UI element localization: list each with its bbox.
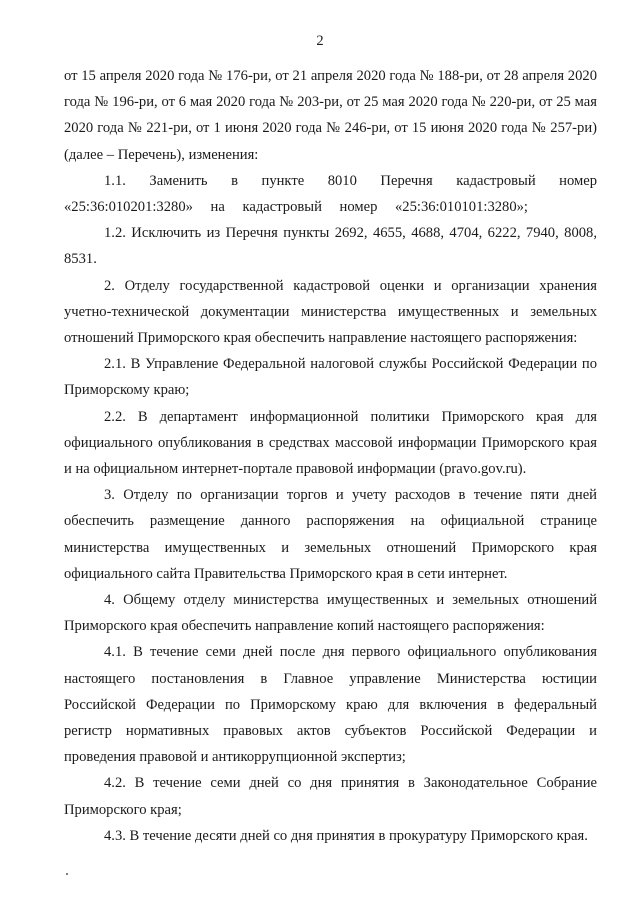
paragraph-4-2: 4.2. В течение семи дней со дня принятия в Законодательное Собрание Приморского края;	[64, 775, 597, 818]
paragraph-4: 4. Общему отделу министерства имущественных и земельных отношений Приморского края обеспечить направление копий настоящего распоряжения:	[64, 592, 597, 635]
document-body	[64, 63, 597, 849]
scan-artifact-dot	[66, 873, 68, 875]
paragraph-1-1: 1.1. Заменить в пункте 8010 Перечня кадастровый номер «25:36:010201:3280» на кадастровый номер «25:36:010101:3280»;	[64, 172, 597, 216]
paragraph-4-1: 4.1. В течение семи дней после дня первого официального опубликования настоящего постановления в Главное управление Министерства юстиции Российской Федерации по Приморскому краю для включения в федеральный регистр нормативных правовых актов субъектов Российской Федерации и проведения правовой и антикоррупционной экспертиз;	[64, 644, 597, 766]
paragraph-intro: от 15 апреля 2020 года № 176-ри, от 21 апреля 2020 года № 188-ри, от 28 апреля 2020 года № 196-ри, от 6 мая 2020 года № 203-ри, от 25 мая 2020 года № 220-ри, от 25 мая 2020 года № 221-ри, от 1 июня 2020 года № 246-ри, от 15 июня 2020 года № 257-ри) (далее – Перечень), изменения:	[64, 68, 597, 163]
paragraph-2: 2. Отделу государственной кадастровой оценки и организации хранения учетно-технической документации министерства имущественных и земельных отношений Приморского края обеспечить направление настоящего распоряжения:	[64, 277, 597, 347]
paragraph-3: 3. Отделу по организации торгов и учету расходов в течение пяти дней обеспечить размещение данного распоряжения на официальной странице министерства имущественных и земельных отношений Приморского края официального сайта Правительства Приморского края в сети интернет.	[64, 487, 597, 582]
paragraph-4-3: 4.3. В течение десяти дней со дня принятия в прокуратуру Приморского края.	[104, 827, 588, 844]
paragraph-2-1: 2.1. В Управление Федеральной налоговой службы Российской Федерации по Приморскому краю;	[64, 356, 597, 399]
page-number: 2	[316, 33, 324, 49]
paragraph-2-2: 2.2. В департамент информационной политики Приморского края для официального опубликования в средствах массовой информации Приморского края и на официальном интернет-портале правовой информации (pravo.gov.ru).	[64, 408, 597, 478]
paragraph-1-2: 1.2. Исключить из Перечня пункты 2692, 4655, 4688, 4704, 6222, 7940, 8008, 8531.	[64, 225, 597, 268]
